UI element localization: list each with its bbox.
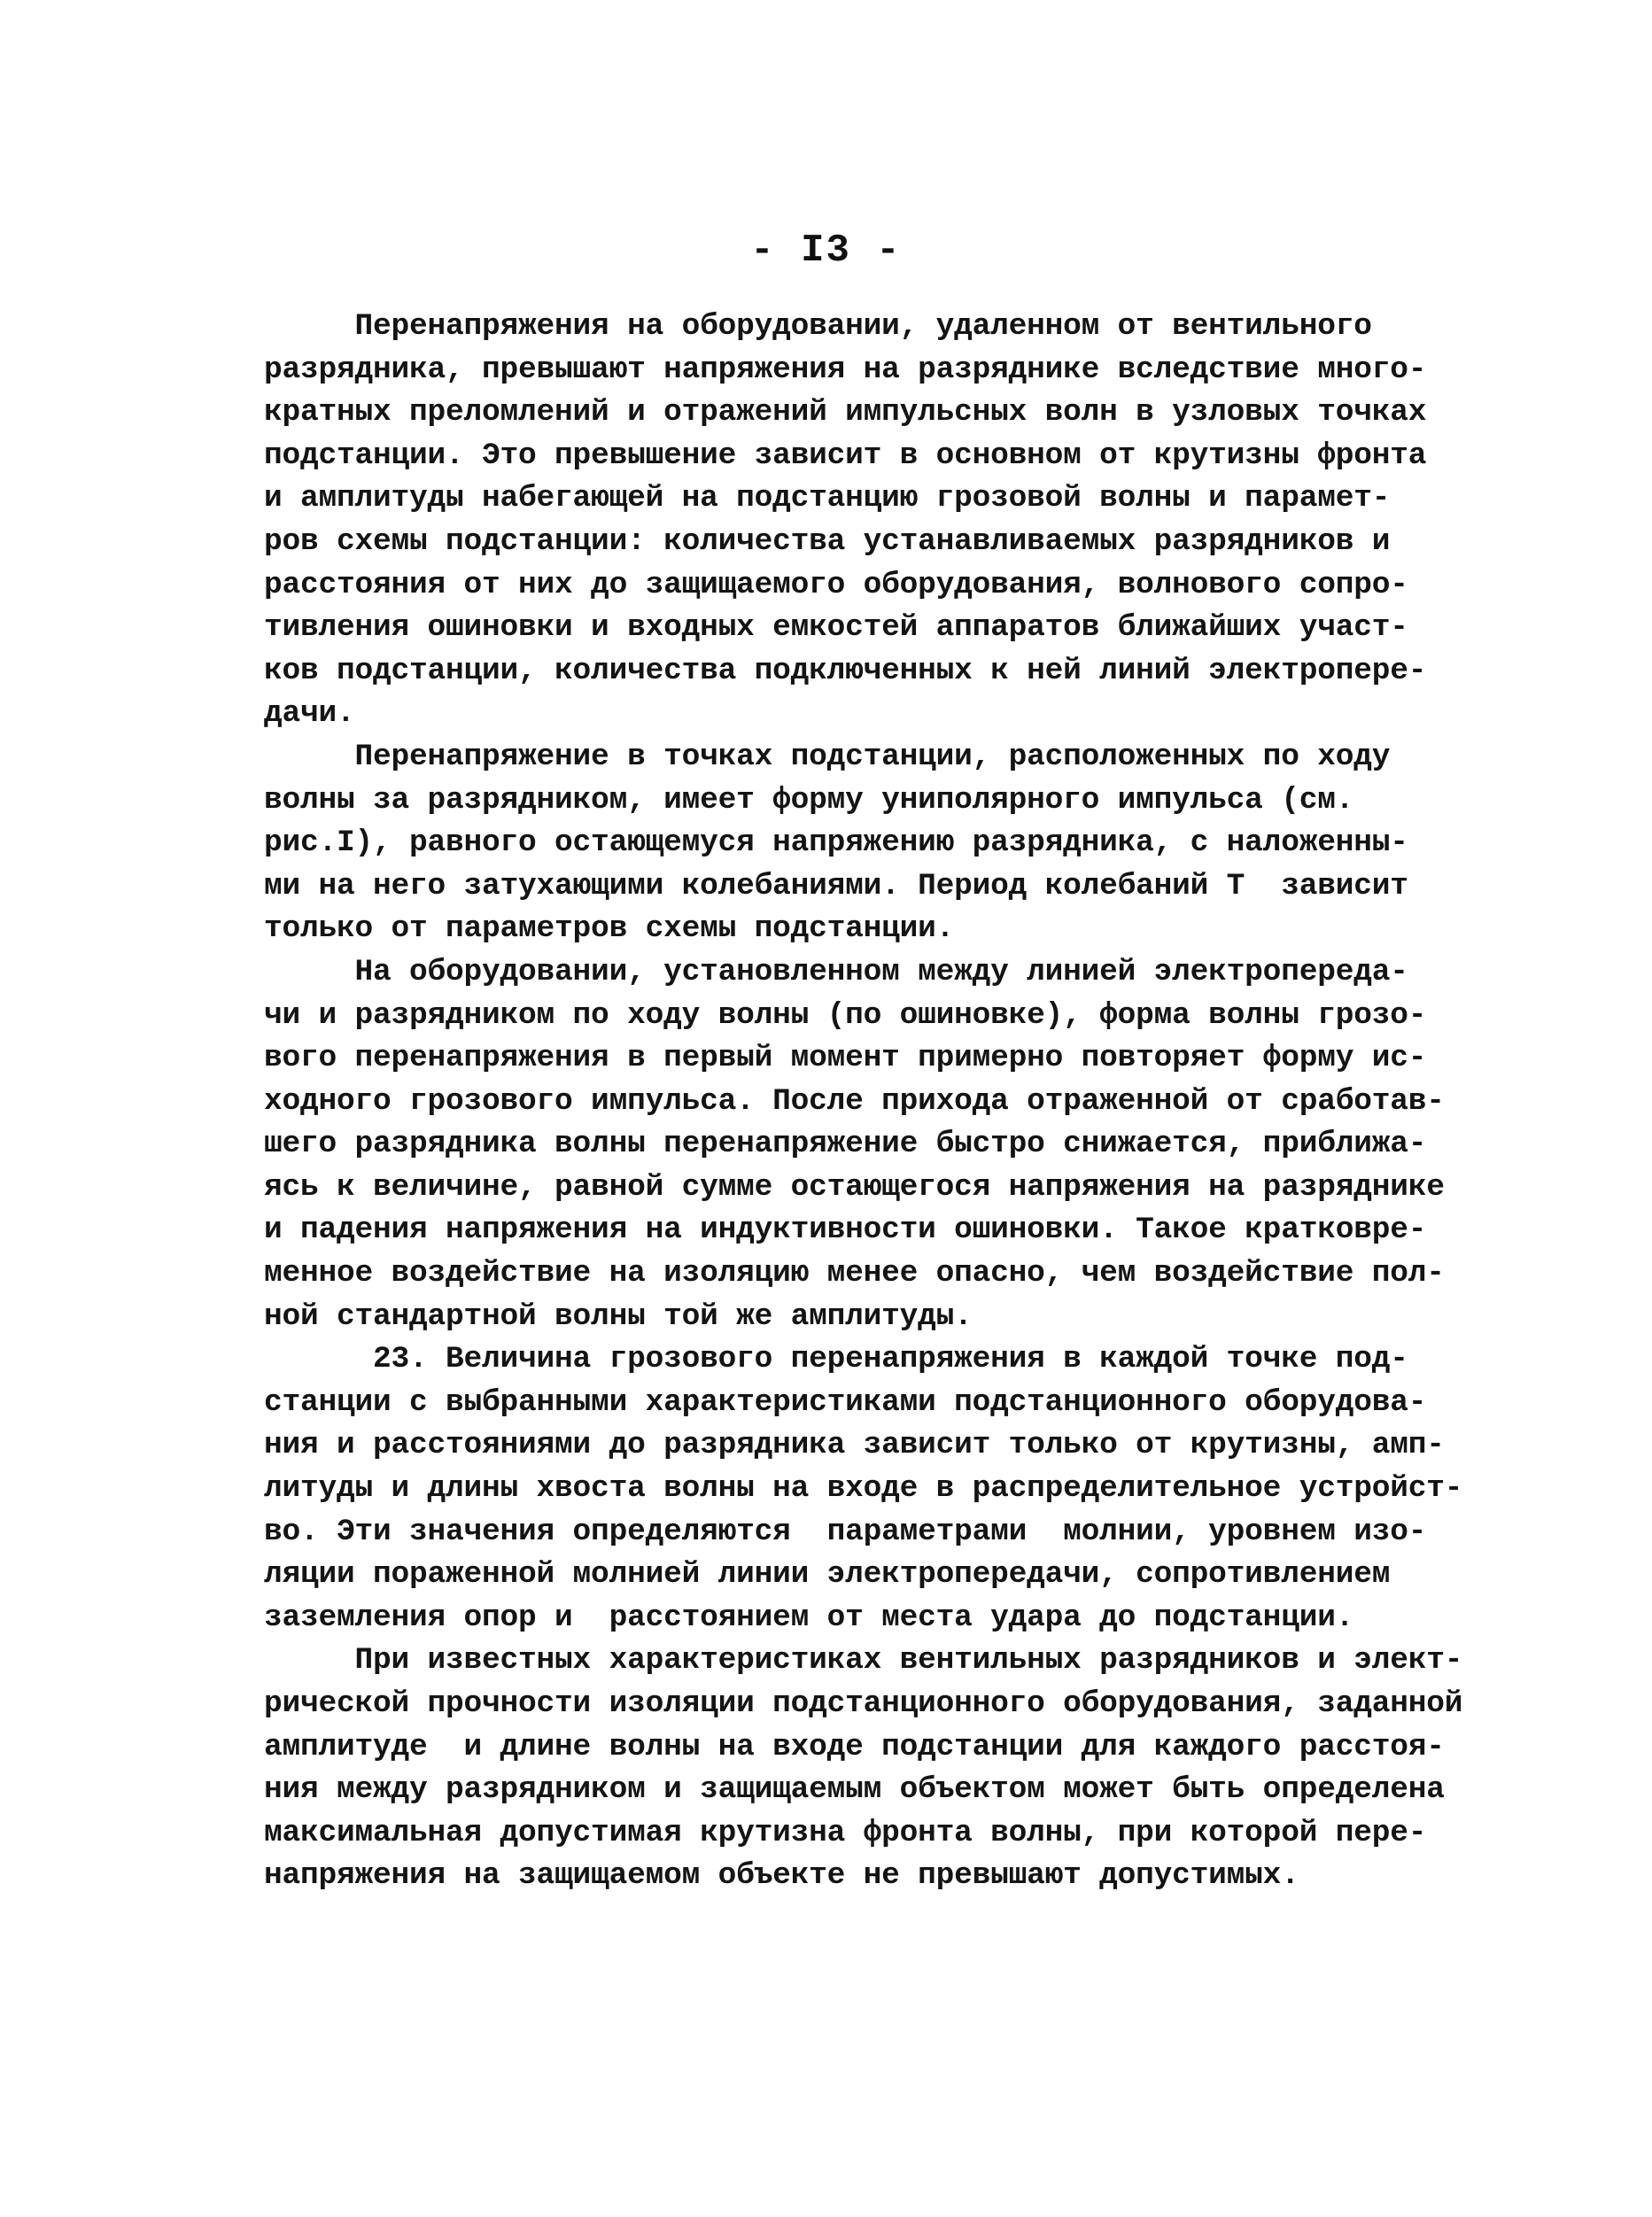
text-line: рической прочности изоляции подстанционного оборудования, заданной (264, 1686, 1463, 1721)
text-line: во. Эти значения определяются параметрами молнии, уровнем изо- (264, 1514, 1427, 1549)
text-line: ясь к величине, равной сумме остающегося напряжения на разряднике (264, 1169, 1445, 1205)
text-line: чи и разрядником по ходу волны (по ошиновке), форма волны грозо- (264, 997, 1427, 1033)
text-line: рис.I), равного остающемуся напряжению разрядника, с наложенны- (264, 826, 1408, 861)
text-line: Перенапряжения на оборудовании, удаленном от вентильного (264, 309, 1372, 344)
text-line: напряжения на защищаемом объекте не превышают допустимых. (264, 1858, 1299, 1894)
text-line: станции с выбранными характеристиками подстанционного оборудова- (264, 1384, 1427, 1420)
text-line: подстанции. Это превышение зависит в основном от крутизны фронта (264, 438, 1427, 473)
text-line: ми на него затухающими колебаниями. Период колебаний T зависит (264, 868, 1408, 903)
page-number: - I3 - (750, 229, 902, 273)
text-line: ров схемы подстанции: количества устанавливаемых разрядников и (264, 523, 1391, 559)
text-line: ков подстанции, количества подключенных к ней линий электропере- (264, 653, 1427, 688)
text-line: менное воздействие на изоляцию менее опасно, чем воздействие пол- (264, 1256, 1445, 1291)
text-line: вого перенапряжения в первый момент примерно повторяет форму ис- (264, 1041, 1427, 1076)
text-line: ходного грозового импульса. После прихода отраженной от сработав- (264, 1083, 1445, 1119)
text-line: кратных преломлений и отражений импульсных волн в узловых точках (264, 395, 1427, 430)
text-line: амплитуде и длине волны на входе подстанции для каждого расстоя- (264, 1729, 1445, 1764)
text-line: ляции пораженной молнией линии электропередачи, сопротивлением (264, 1557, 1391, 1593)
text-line: расстояния от них до защищаемого оборудования, волнового сопро- (264, 567, 1408, 602)
text-line: шего разрядника волны перенапряжение быстро снижается, приближа- (264, 1127, 1427, 1162)
text-line: Перенапряжение в точках подстанции, расположенных по ходу (264, 739, 1391, 774)
text-line: и падения напряжения на индуктивности ошиновки. Такое кратковре- (264, 1213, 1427, 1248)
text-line: максимальная допустимая крутизна фронта волны, при которой пере- (264, 1815, 1427, 1850)
text-line: дачи. (264, 696, 355, 732)
text-line: волны за разрядником, имеет форму униполярного импульса (см. (264, 782, 1354, 818)
text-line: тивления ошиновки и входных емкостей аппаратов ближайших участ- (264, 610, 1408, 646)
text-line: ния и расстояниями до разрядника зависит только от крутизны, амп- (264, 1428, 1445, 1463)
text-line: только от параметров схемы подстанции. (264, 911, 955, 947)
text-line: разрядника, превышают напряжения на разряднике вследствие много- (264, 352, 1427, 387)
text-line: ной стандартной волны той же амплитуды. (264, 1298, 973, 1334)
text-line: 23. Величина грозового перенапряжения в каждой точке под- (264, 1342, 1408, 1377)
text-line: ния между разрядником и защищаемым объектом может быть определена (264, 1772, 1445, 1808)
text-line: На оборудовании, установленном между линией электропереда- (264, 954, 1408, 989)
text-line: заземления опор и расстоянием от места удара до подстанции. (264, 1600, 1354, 1635)
text-line: При известных характеристиках вентильных разрядников и элект- (264, 1643, 1463, 1678)
text-line: и амплитуды набегающей на подстанцию грозовой волны и парамет- (264, 481, 1391, 516)
text-line: литуды и длины хвоста волны на входе в распределительное устройст- (264, 1471, 1463, 1507)
body-text (264, 306, 1463, 1898)
